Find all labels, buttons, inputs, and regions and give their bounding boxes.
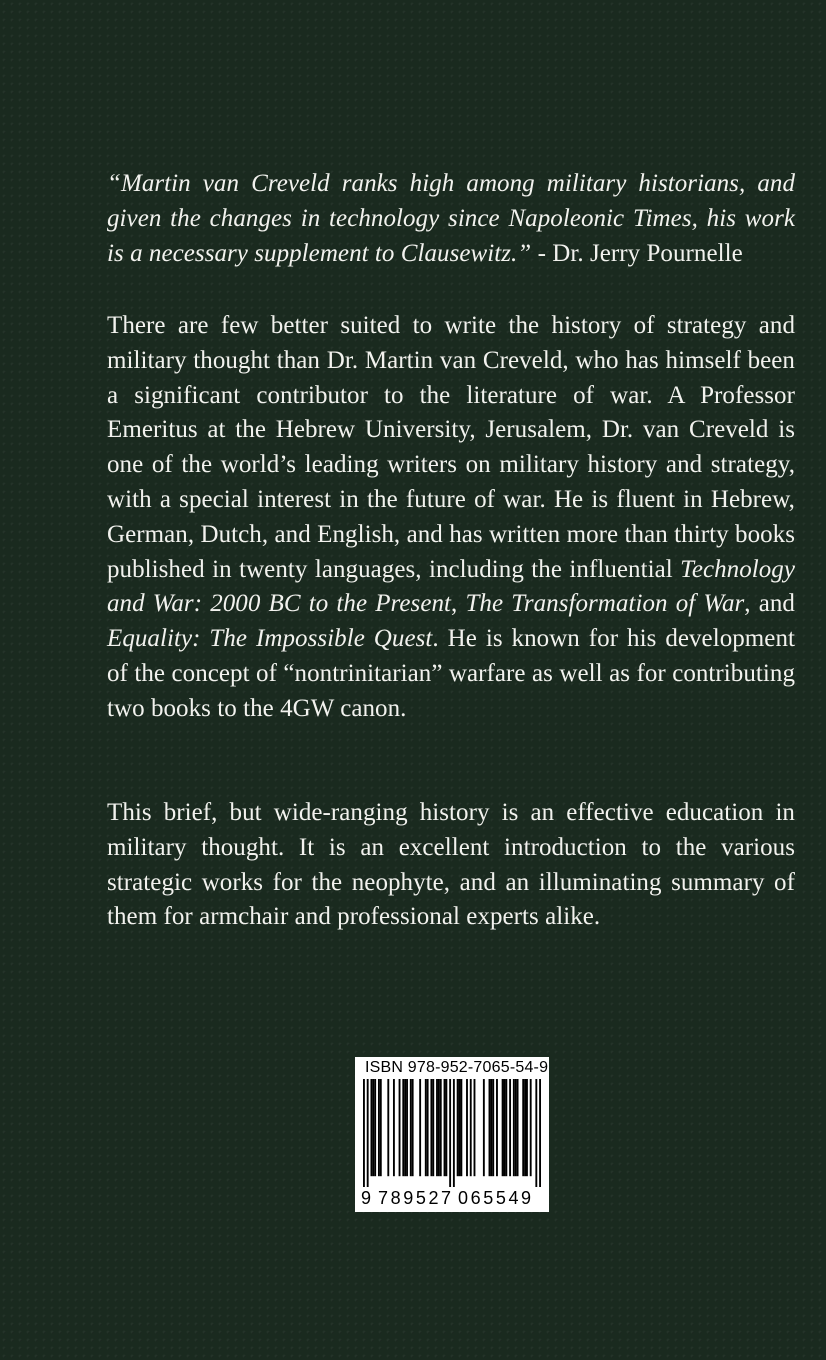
barcode-bar bbox=[489, 1079, 491, 1176]
book-title-technology-and-war: Technology and War: 2000 BC to the Present bbox=[107, 555, 795, 618]
barcode-bar bbox=[526, 1079, 528, 1176]
quote-paragraph bbox=[107, 167, 795, 271]
barcode-bar bbox=[539, 1079, 541, 1187]
barcode-bar bbox=[459, 1079, 461, 1176]
barcode-bar bbox=[372, 1079, 374, 1176]
barcode-bar bbox=[509, 1079, 511, 1176]
author-bio bbox=[107, 309, 795, 727]
isbn-label: ISBN 978-952-7065-54-9 bbox=[365, 1059, 549, 1076]
ean-right-group: 065549 bbox=[458, 1188, 534, 1208]
barcode-bar bbox=[363, 1079, 365, 1187]
barcode-bar bbox=[412, 1079, 414, 1176]
barcode-bar bbox=[513, 1079, 515, 1176]
barcode-bar bbox=[502, 1079, 504, 1176]
bio-paragraph bbox=[107, 309, 795, 727]
barcode-bar bbox=[457, 1079, 459, 1176]
bio-separator-1: , bbox=[451, 590, 466, 618]
barcode-bar bbox=[524, 1079, 526, 1176]
barcode-bar bbox=[492, 1079, 494, 1176]
barcode-bar bbox=[367, 1079, 369, 1187]
barcode-bar bbox=[530, 1079, 532, 1176]
barcode-bar bbox=[387, 1079, 389, 1176]
ean-left-group: 789527 bbox=[378, 1188, 454, 1208]
barcode-bar bbox=[490, 1079, 492, 1176]
barcode-bar bbox=[370, 1079, 372, 1176]
barcode-bar bbox=[470, 1079, 472, 1176]
barcode-bar bbox=[410, 1079, 412, 1176]
barcode-bar bbox=[438, 1079, 440, 1176]
bio-text-end: . He is known for his development of the concept of “nontrinitarian” warfare as well as for contributing two books to the 4GW canon. bbox=[107, 625, 795, 722]
quote-attribution: - Dr. Jerry Pournelle bbox=[531, 239, 743, 267]
barcode-bar bbox=[466, 1079, 468, 1176]
barcode-bar bbox=[402, 1079, 404, 1176]
bio-text-start: There are few better suited to write the history of strategy and military thought than Dr. Martin van Creveld, who has himself been a significant contributor to the literature of war. A Professor Emeritus at the Hebrew University, Jerusalem, Dr. van Creveld is one of the world’s leading writers on military history and strategy, with a special interest in the future of war. He is fluent in Hebrew, German, Dutch, and English, and has written more than thirty books published in twenty languages, including the influential bbox=[107, 312, 795, 583]
barcode-bar bbox=[393, 1079, 395, 1176]
barcode-bar bbox=[453, 1079, 455, 1187]
barcode-bar bbox=[474, 1079, 476, 1176]
barcode-bar bbox=[460, 1079, 462, 1176]
barcode-bar bbox=[378, 1079, 380, 1176]
barcode-bar bbox=[425, 1079, 427, 1176]
barcode-bar bbox=[427, 1079, 429, 1176]
barcode-bar bbox=[515, 1079, 517, 1176]
ean-first-digit: 9 bbox=[361, 1188, 372, 1208]
barcode-bar bbox=[445, 1079, 447, 1176]
barcode-bar bbox=[522, 1079, 524, 1176]
quote-text: “Martin van Creveld ranks high among military historians, and given the changes in technology since Napoleonic Times, his work is a necessary supplement to Clausewitz.” bbox=[107, 170, 795, 267]
bio-separator-2: , and bbox=[744, 590, 795, 618]
barcode-bar bbox=[406, 1079, 408, 1176]
barcode-bar bbox=[430, 1079, 432, 1176]
barcode-bar bbox=[436, 1079, 438, 1176]
barcode-bar bbox=[404, 1079, 406, 1176]
barcode-bar bbox=[504, 1079, 506, 1176]
barcode-bar bbox=[505, 1079, 507, 1176]
barcode-bar bbox=[399, 1079, 401, 1176]
barcode-bar bbox=[444, 1079, 446, 1176]
barcode-bar bbox=[380, 1079, 382, 1176]
book-title-transformation-of-war: The Transformation of War bbox=[465, 590, 745, 618]
barcode-bar bbox=[432, 1079, 434, 1176]
barcode-bar bbox=[483, 1079, 485, 1176]
barcode-bar bbox=[449, 1079, 451, 1187]
ean-digits bbox=[359, 1187, 545, 1211]
isbn-barcode bbox=[355, 1057, 549, 1212]
barcode-bar bbox=[374, 1079, 376, 1176]
barcode-bar bbox=[535, 1079, 537, 1187]
book-title-equality: Equality: The Impossible Quest bbox=[107, 625, 433, 653]
endorsement-quote bbox=[107, 167, 795, 271]
barcode-bar bbox=[517, 1079, 519, 1176]
barcode-bar bbox=[440, 1079, 442, 1176]
barcode-bar bbox=[496, 1079, 498, 1176]
barcode-bars bbox=[363, 1079, 541, 1187]
book-summary bbox=[107, 796, 795, 935]
barcode-bar bbox=[419, 1079, 421, 1176]
summary-paragraph: This brief, but wide-ranging history is an effective education in military thought. It is an excellent introduction to the various strategic works for the neophyte, and an illuminating summary of them for armchair and professional experts alike. bbox=[107, 799, 795, 931]
